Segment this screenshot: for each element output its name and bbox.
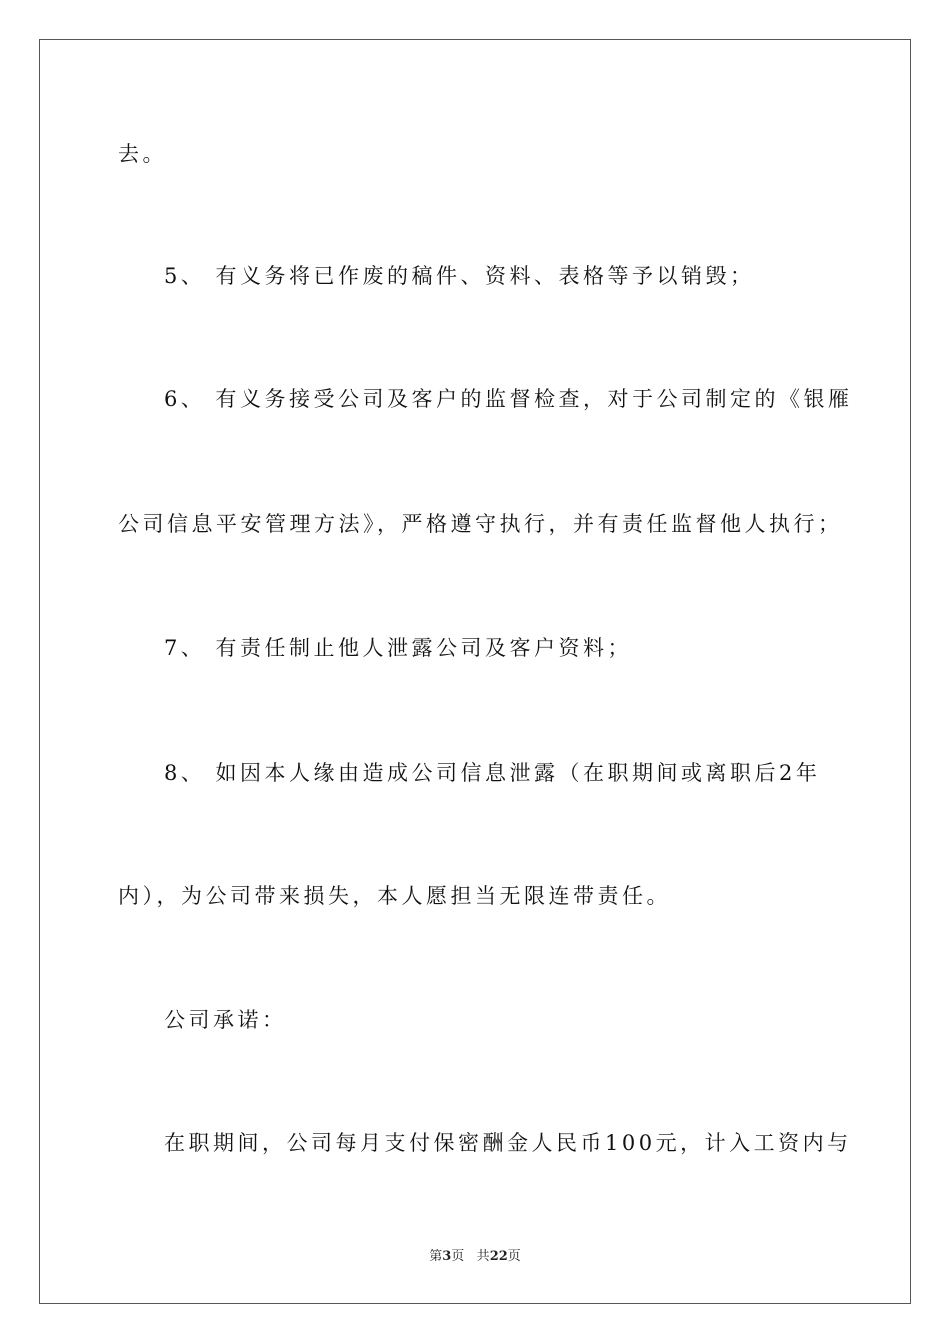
page-footer [0,1248,950,1266]
total-label-suffix: 页 [507,1249,521,1264]
total-page-count: 22 [489,1249,508,1264]
paragraph-line-continuation: 去。 [118,142,167,166]
list-item-6: 6、 有义务接受公司及客户的监督检查，对于公司制定的《银雁 [164,387,853,411]
list-item-8: 8、 如因本人缘由造成公司信息泄露（在职期间或离职后2年 [164,761,821,785]
commitment-paragraph: 在职期间，公司每月支付保密酬金人民币100元，计入工资内与 [164,1131,852,1155]
current-page-number: 3 [442,1249,452,1264]
total-label-prefix: 共 [476,1249,490,1264]
list-item-8-continuation: 内），为公司带来损失，本人愿担当无限连带责任。 [118,884,671,908]
list-item-7: 7、 有责任制止他人泄露公司及客户资料； [164,636,633,660]
page-border [39,39,911,1304]
page-label-prefix: 第 [429,1249,443,1264]
list-item-5: 5、 有义务将已作废的稿件、资料、表格等予以销毁； [164,264,755,288]
section-heading-company-commitment: 公司承诺： [164,1008,287,1032]
list-item-6-continuation: 公司信息平安管理方法》，严格遵守执行，并有责任监督他人执行； [118,512,843,536]
page-label-suffix: 页 [451,1249,465,1264]
